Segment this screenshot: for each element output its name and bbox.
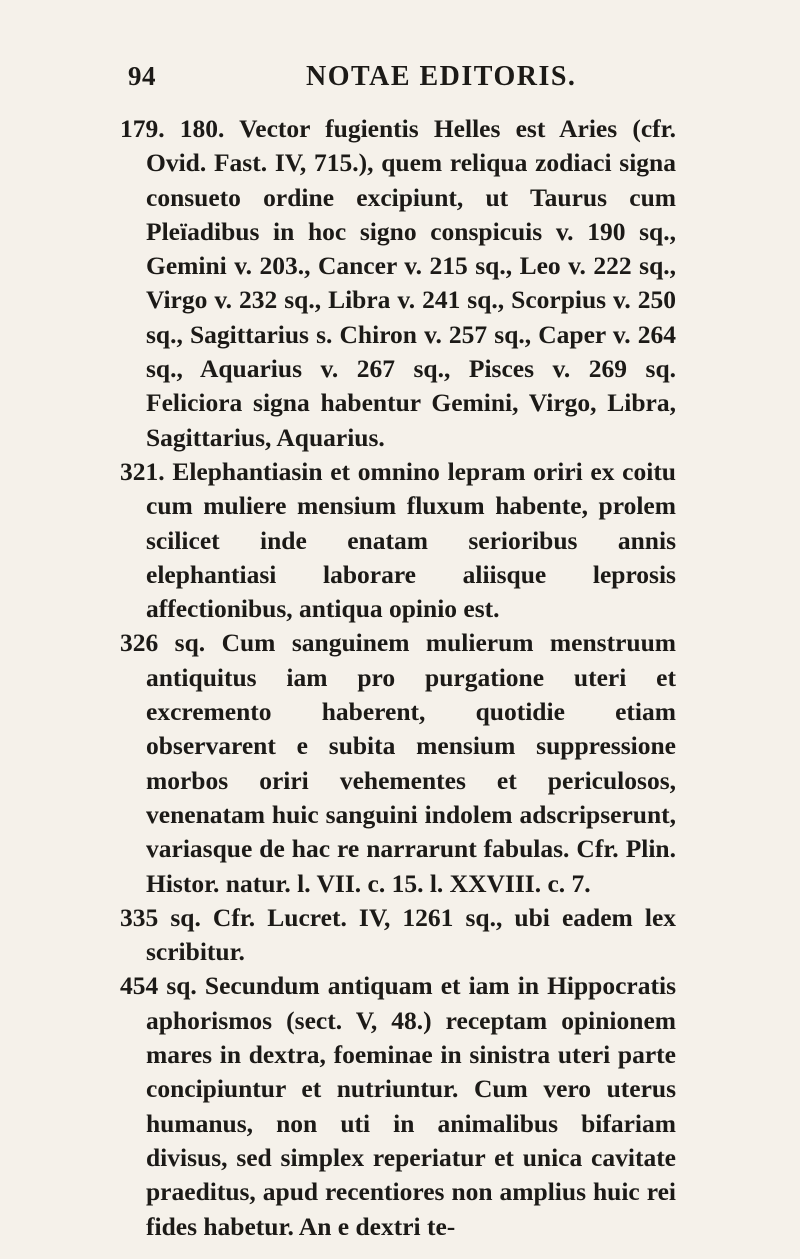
note-ref: 179. 180. (120, 114, 225, 143)
note-454 (120, 969, 676, 1243)
note-ref: 454 sq. (120, 971, 197, 1001)
note-text: Vector fugientis Helles est Aries (cfr. Ovid. Fast. IV, 715.), quem reliqua zodiaci signa consueto ordine excipiunt, ut Taurus cum Pleïadibus in hoc signo conspicuis v. 190 sq., Gemini v. 203., Cancer v. 215 sq., Leo v. 222 sq., Virgo v. 232 sq., Libra v. 241 sq., Scorpius v. 250 sq., Sagittarius s. Chiron v. 257 sq., Caper v. 264 sq., Aquarius v. 267 sq., Pisces v. 269 sq. Feliciora signa habentur Gemini, Virgo, Libra, Sagittarius, Aquarius. (146, 114, 676, 452)
note-text: Elephantiasin et omnino lepram oriri ex coitu cum muliere mensium fluxum habente, prolem scilicet inde enatam serioribus annis elephantiasi laborare aliisque leprosis affectionibus, antiqua opinio est. (146, 456, 676, 624)
notes-body (120, 112, 676, 1244)
running-head: NOTAE EDITORIS. (306, 61, 577, 92)
note-321 (120, 455, 676, 626)
page-number: 94 (128, 61, 156, 91)
note-335 (120, 901, 677, 970)
note-text: Secundum antiquam et iam in Hippocratis aphorismos (sect. V, 48.) receptam opinionem mares in dextra, foeminae in sinistra uteri parte concipiuntur et nutriuntur. Cum vero uterus humanus, non uti in animalibus bifariam divisus, sed simplex reperiatur et unica cavitate praeditus, apud recentiores non amplius huic rei fides habetur. An e dextri te- (146, 971, 676, 1241)
note-text: Cfr. Lucret. IV, 1261 sq., ubi eadem lex scribitur. (146, 902, 677, 967)
note-ref: 321. (120, 456, 165, 486)
note-text: Cum sanguinem mulierum menstruum antiquitus iam pro purgatione uteri et excremento haberent, quotidie etiam observarent e subita mensium suppressione morbos oriri vehementes et periculosos, venenatam huic sanguini indolem adscripserunt, variasque de hac re narrarunt fabulas. Cfr. Plin. Histor. natur. l. VII. c. 15. l. XXVIII. c. 7. (146, 628, 677, 898)
page-header (128, 55, 668, 99)
note-ref: 335 sq. (120, 902, 201, 932)
note-ref: 326 sq. (120, 628, 206, 658)
note-179-180 (120, 112, 676, 455)
note-326 (120, 626, 677, 900)
